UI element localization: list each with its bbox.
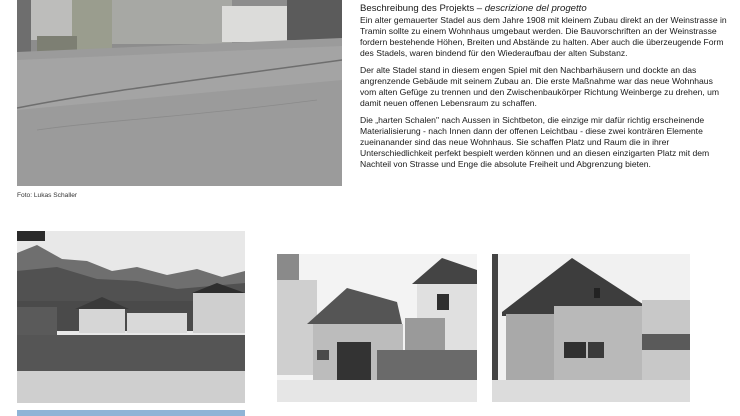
heading-main: Beschreibung des Projekts <box>360 3 475 14</box>
paragraph-1: Ein alter gemauerter Stadel aus dem Jahre 1908 mit kleinem Zubau direkt an der Weinstrasse in Tramin sollte zu einem Wohnhaus umgebaut werden. Die Bauvorschriften an der Weinstrasse fordern bestehende Höhen, Breiten und Abstände zu halten. Aber auch die überzeugende Form des Stadels, waren bindend für den Wiederaufbau der alten Substanz. <box>360 15 727 58</box>
photo-old-barn-front <box>277 254 477 402</box>
main-photo-concrete-house <box>17 0 342 186</box>
heading-separator: – <box>474 3 485 14</box>
photo-partial-bottom <box>17 410 245 416</box>
photo-village-mountains <box>17 231 245 403</box>
photo-old-barn-side <box>492 254 690 402</box>
heading-italic: descrizione del progetto <box>484 3 587 14</box>
paragraph-2: Der alte Stadel stand in diesem engen Spiel mit den Nachbarhäusern und dockte an das angrenzende Gebäude mit seinem Zubau an. Die erste Maßnahme war das neue Wohnhaus vom alten Gefüge zu trennen und den Zwischenbaukörper Richtung Weinberge zu drehen, um damit neuen offenen Lebensraum zu schaffen. <box>360 65 720 108</box>
section-heading <box>360 3 732 15</box>
paragraph-3: Die „harten Schalen" nach Aussen in Sichtbeton, die einzige mir dafür richtig erscheinende Materialisierung - nach Innen dann der offenen Leichtbau - diese zwei konträren Elemente zueinanander sind das neue Wohnhaus. Sie schaffen Platz und Raum die in ihrer Unterschiedlichkeit perfekt bespielt werden können und an diesen einzigarten Platz mit dem Nachteil von Strasse und Enge die absolute Freiheit und Abgrenzung bieten. <box>360 115 710 169</box>
photo-caption: Foto: Lukas Schaller <box>17 192 78 199</box>
